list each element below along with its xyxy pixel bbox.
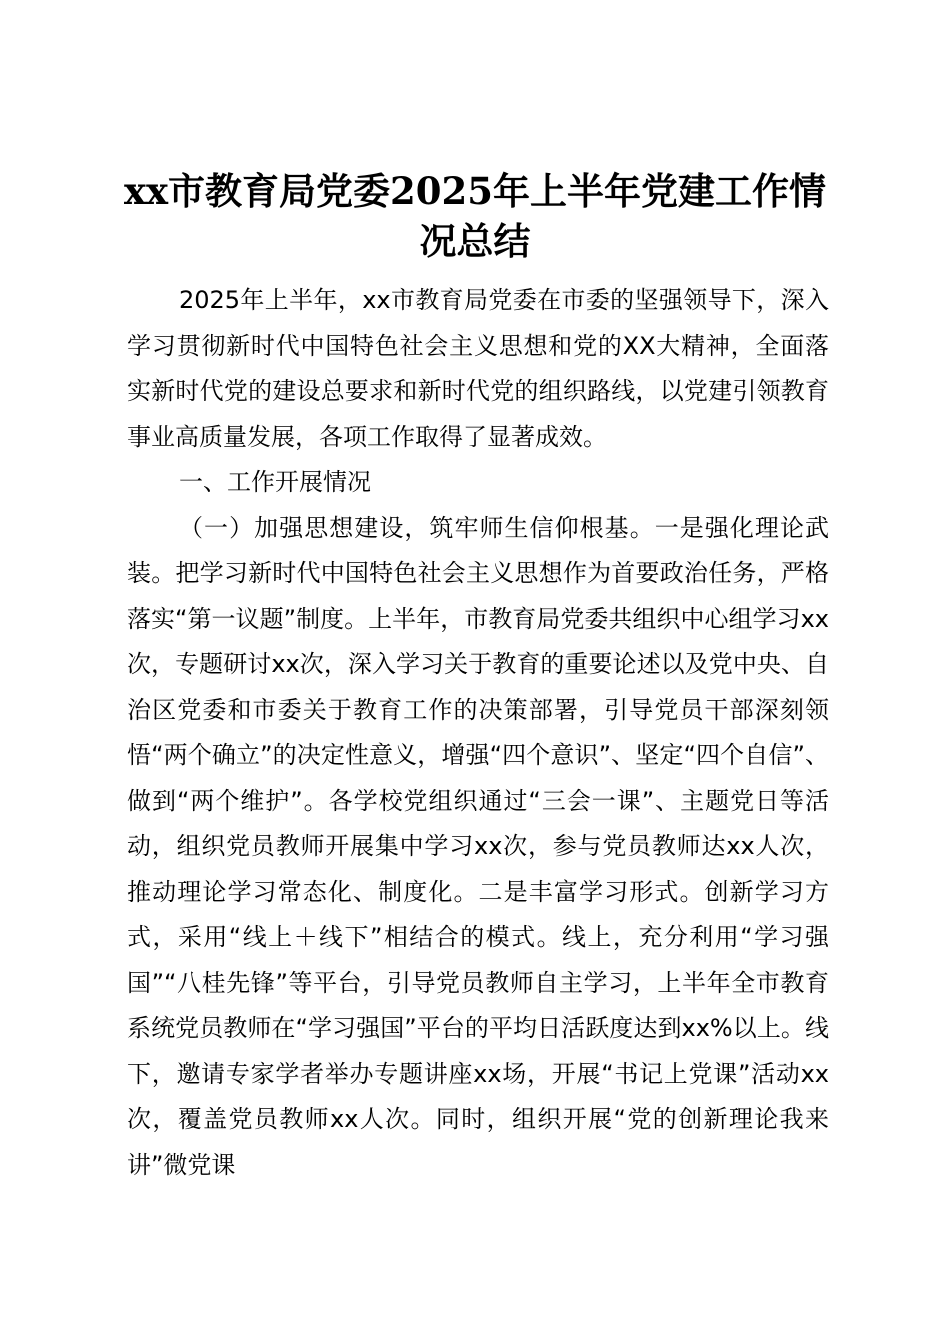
section-heading: 一、工作开展情况 <box>179 468 371 496</box>
document-body <box>127 278 829 1188</box>
body-paragraph: （一）加强思想建设，筑牢师生信仰根基。一是强化理论武装。把学习新时代中国特色社会主义思想作为首要政治任务，严格落实“第一议题”制度。上半年，市教育局党委共组织中心组学习xx次，专题研讨xx次，深入学习关于教育的重要论述以及党中央、自治区党委和市委关于教育工作的决策部署，引导党员干部深刻领悟“两个确立”的决定性意义，增强“四个意识”、坚定“四个自信”、做到“两个维护”。各学校党组织通过“三会一课”、主题党日等活动，组织党员教师开展集中学习xx次，参与党员教师达xx人次，推动理论学习常态化、制度化。二是丰富学习形式。创新学习方式，采用“线上＋线下”相结合的模式。线上，充分利用“学习强国”“八桂先锋”等平台，引导党员教师自主学习，上半年全市教育系统党员教师在“学习强国”平台的平均日活跃度达到xx%以上。线下，邀请专家学者举办专题讲座xx场，开展“书记上党课”活动xx次，覆盖党员教师xx人次。同时，组织开展“党的创新理论我来讲”微党课 <box>127 513 829 1179</box>
document-title: xx市教育局党委2025年上半年党建工作情况总结 <box>123 169 827 263</box>
intro-paragraph: 2025年上半年，xx市教育局党委在市委的坚强领导下，深入学习贯彻新时代中国特色社会主义思想和党的XX大精神，全面落实新时代党的建设总要求和新时代党的组织路线，以党建引领教育事业高质量发展，各项工作取得了显著成效。 <box>127 286 829 451</box>
